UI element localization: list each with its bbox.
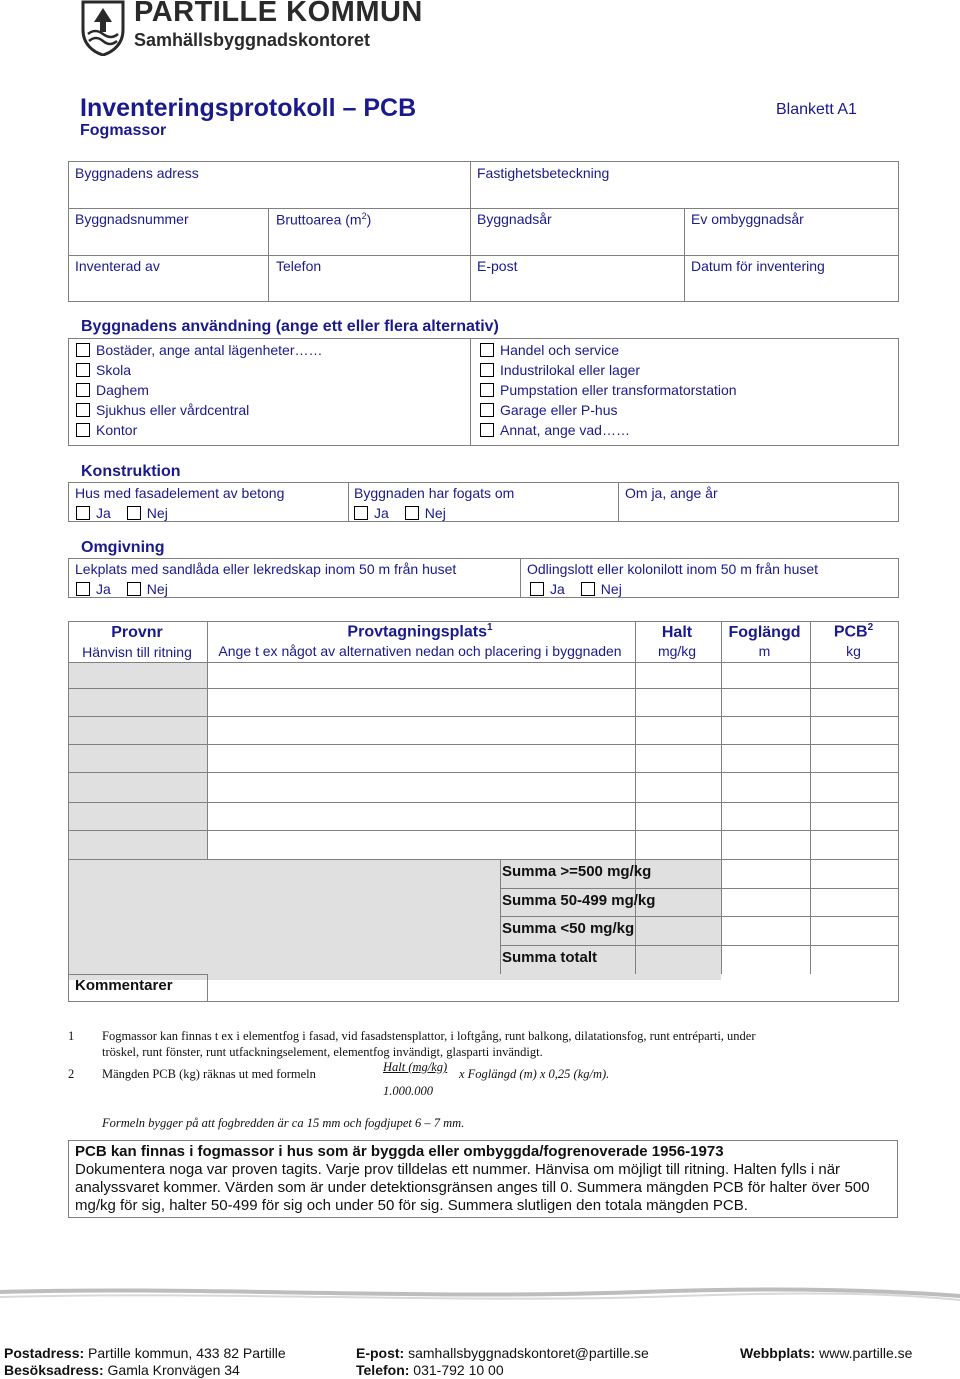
email-field[interactable]: E-post [477,258,518,274]
usage-option-label: Daghem [96,382,149,398]
checkbox[interactable] [76,383,90,397]
usage-option-industrial[interactable] [480,362,640,378]
footer-phone-label: Telefon: [356,1362,410,1378]
checkbox[interactable] [480,363,494,377]
footnote-2-text: Mängden PCB (kg) räknas ut med formeln [102,1067,316,1081]
usage-option-label: Industrilokal eller lager [500,362,641,378]
rejointed-question: Byggnaden har fogats om [354,485,515,501]
facade-element-options [76,505,168,521]
building-year-field[interactable]: Byggnadsår [477,211,552,227]
gross-area-end: ) [366,211,372,228]
sum-over-500: Summa >=500 mg/kg [502,863,652,880]
footer-wave [0,1282,960,1304]
footer-visit-label: Besöksadress: [4,1362,104,1378]
usage-option-school[interactable] [76,362,131,378]
gross-area-field[interactable] [276,211,371,228]
checkbox[interactable] [76,363,90,377]
building-number-field[interactable]: Byggnadsnummer [75,211,189,227]
col-location-sub: Ange t ex något av alternativen nedan och placering i byggnaden [218,643,622,659]
inventoried-by-field[interactable]: Inventerad av [75,258,160,274]
col-pcb-sub: kg [846,643,861,659]
footnote-1-line-1: Fogmassor kan finnas t ex i elementfog i fasad, vid fasadstensplattor, i loftgång, runt balkong, dilatationsfog, runt entréparti, under [102,1029,756,1043]
col-pcb-sup: 2 [867,622,874,633]
usage-option-retail[interactable] [480,342,619,358]
yes-label: Ja [96,581,111,597]
page-title: Inventeringsprotokoll – PCB [80,94,417,122]
allotment-options [530,581,622,597]
col-pcb-title [809,622,898,641]
usage-heading: Byggnadens användning (ange ett eller flera alternativ) [81,318,499,335]
footer-email-label: E-post: [356,1345,405,1361]
usage-option-other[interactable] [480,422,630,438]
footer-web-label: Webbplats: [740,1345,816,1361]
checkbox[interactable] [480,343,494,357]
footnote-2-number: 2 [68,1067,75,1081]
logo-subtitle: Samhällsbyggnadskontoret [134,30,371,50]
checkbox[interactable] [480,383,494,397]
usage-option-hospital[interactable] [76,402,249,418]
usage-option-label: Bostäder, ange antal lägenheter…… [96,342,323,358]
col-location-title [206,622,634,641]
usage-option-office[interactable] [76,422,137,438]
no-label: Nej [146,581,168,597]
footer-visit-value: Gamla Kronvägen 34 [107,1362,240,1378]
building-info-grid [68,161,899,302]
no-label: Nej [424,505,446,521]
checkbox[interactable] [76,403,90,417]
formula-numerator: Halt (mg/kg) [383,1060,448,1074]
footnote-1-number: 1 [68,1029,75,1043]
col-pcb-label: PCB [833,623,868,641]
formula-denominator: 1.000.000 [383,1084,433,1098]
col-length-sub: m [758,643,771,659]
yes-label: Ja [374,505,389,521]
usage-option-label: Handel och service [500,342,620,358]
playground-question: Lekplats med sandlåda eller lekredskap inom 50 m från huset [75,561,457,577]
form-id: Blankett A1 [776,101,857,118]
playground-options [76,581,168,597]
footnote-3: Formeln bygger på att fogbredden är ca 15 mm och fogdjupet 6 – 7 mm. [102,1116,465,1130]
footer-email [356,1345,649,1361]
footnote-1-line-2: tröskel, runt fönster, runt utfackningselement, elementfog invändigt, glasparti invändigt. [102,1045,543,1059]
col-length-title: Foglängd [728,624,801,641]
checkbox-yes[interactable] [530,582,544,596]
logo [80,0,440,58]
property-field[interactable]: Fastighetsbeteckning [477,165,610,181]
usage-option-label: Pumpstation eller transformatorstation [500,382,737,398]
checkbox[interactable] [480,423,494,437]
col-location-label: Provtagningsplats [347,623,487,641]
col-content-sub: mg/kg [657,643,697,659]
yes-label: Ja [550,581,565,597]
info-box [68,1140,898,1218]
footer-email-link[interactable]: samhallsbyggnadskontoret@partille.se [408,1345,649,1361]
col-sample-no-title: Provnr [111,624,163,641]
address-field[interactable]: Byggnadens adress [75,165,199,181]
checkbox[interactable] [76,423,90,437]
checkbox-yes[interactable] [76,582,90,596]
rejointed-options [354,505,446,521]
footer-phone [356,1362,504,1378]
construction-heading: Konstruktion [81,463,181,480]
facade-element-question: Hus med fasadelement av betong [75,485,285,501]
crest-icon [80,0,126,56]
page-subtitle: Fogmassor [80,122,167,139]
usage-option-label: Skola [96,362,132,378]
footer-postal [4,1345,286,1361]
usage-option-label: Kontor [96,422,138,438]
usage-option-label: Sjukhus eller vårdcentral [96,402,250,418]
col-location-sup: 1 [487,622,493,633]
sum-total: Summa totalt [502,949,598,966]
checkbox[interactable] [76,343,90,357]
comments-label: Kommentarer [75,977,173,994]
sample-table [68,621,899,1002]
sum-under-50: Summa <50 mg/kg [502,920,635,937]
renovation-year-field[interactable]: Ev ombyggnadsår [691,211,804,227]
logo-title: PARTILLE KOMMUN [134,0,423,28]
gross-area-label: Bruttoarea (m [276,211,362,228]
footer-phone-value: 031-792 10 00 [413,1362,504,1378]
inventory-date-field[interactable]: Datum för inventering [691,258,825,274]
footer-postal-label: Postadress: [4,1345,85,1361]
info-title: PCB kan finnas i fogmassor i hus som är byggda eller ombyggda/fogrenoverade 1956-1973 [75,1143,724,1160]
info-text: Dokumentera noga var proven tagits. Varje prov tilldelas ett nummer. Hänvisa om möjligt till ritning. Halten fylls i när analyssvaret kommer. Värden som är under detektionsgränsen anges till 0. Summera mängden PCB för halter över 500 mg/kg för sig, halter 50-499 för sig och under 50 för sig. Summera slutligen den totala mängden PCB. [75,1161,870,1214]
usage-option-label: Garage eller P-hus [500,402,618,418]
checkbox[interactable] [480,403,494,417]
footer-visit [4,1362,240,1378]
usage-option-housing[interactable] [76,342,323,358]
yes-label: Ja [96,505,111,521]
sum-50-499: Summa 50-499 mg/kg [502,892,656,909]
footer-web-link[interactable]: www.partille.se [819,1345,913,1361]
no-label: Nej [600,581,622,597]
usage-option-garage[interactable] [480,402,618,418]
allotment-question: Odlingslott eller kolonilott inom 50 m från huset [527,561,819,577]
checkbox-no[interactable] [127,506,141,520]
col-sample-no-sub: Hänvisn till ritning [82,644,192,660]
checkbox-no[interactable] [405,506,419,520]
rejointed-year-field[interactable]: Om ja, ange år [625,485,718,501]
no-label: Nej [146,505,168,521]
gross-area-sup: 2 [361,211,367,221]
usage-option-label: Annat, ange vad…… [500,422,630,438]
environment-heading: Omgivning [81,539,165,556]
usage-option-pumpstation[interactable] [480,382,737,398]
footer-postal-value: Partille kommun, 433 82 Partille [88,1345,286,1361]
col-content-title: Halt [661,624,693,641]
usage-option-daycare[interactable] [76,382,149,398]
checkbox-yes[interactable] [354,506,368,520]
checkbox-no[interactable] [581,582,595,596]
checkbox-yes[interactable] [76,506,90,520]
checkbox-no[interactable] [127,582,141,596]
formula-rest: x Foglängd (m) x 0,25 (kg/m). [459,1067,610,1081]
footer-web [740,1345,912,1361]
phone-field[interactable]: Telefon [276,258,322,274]
